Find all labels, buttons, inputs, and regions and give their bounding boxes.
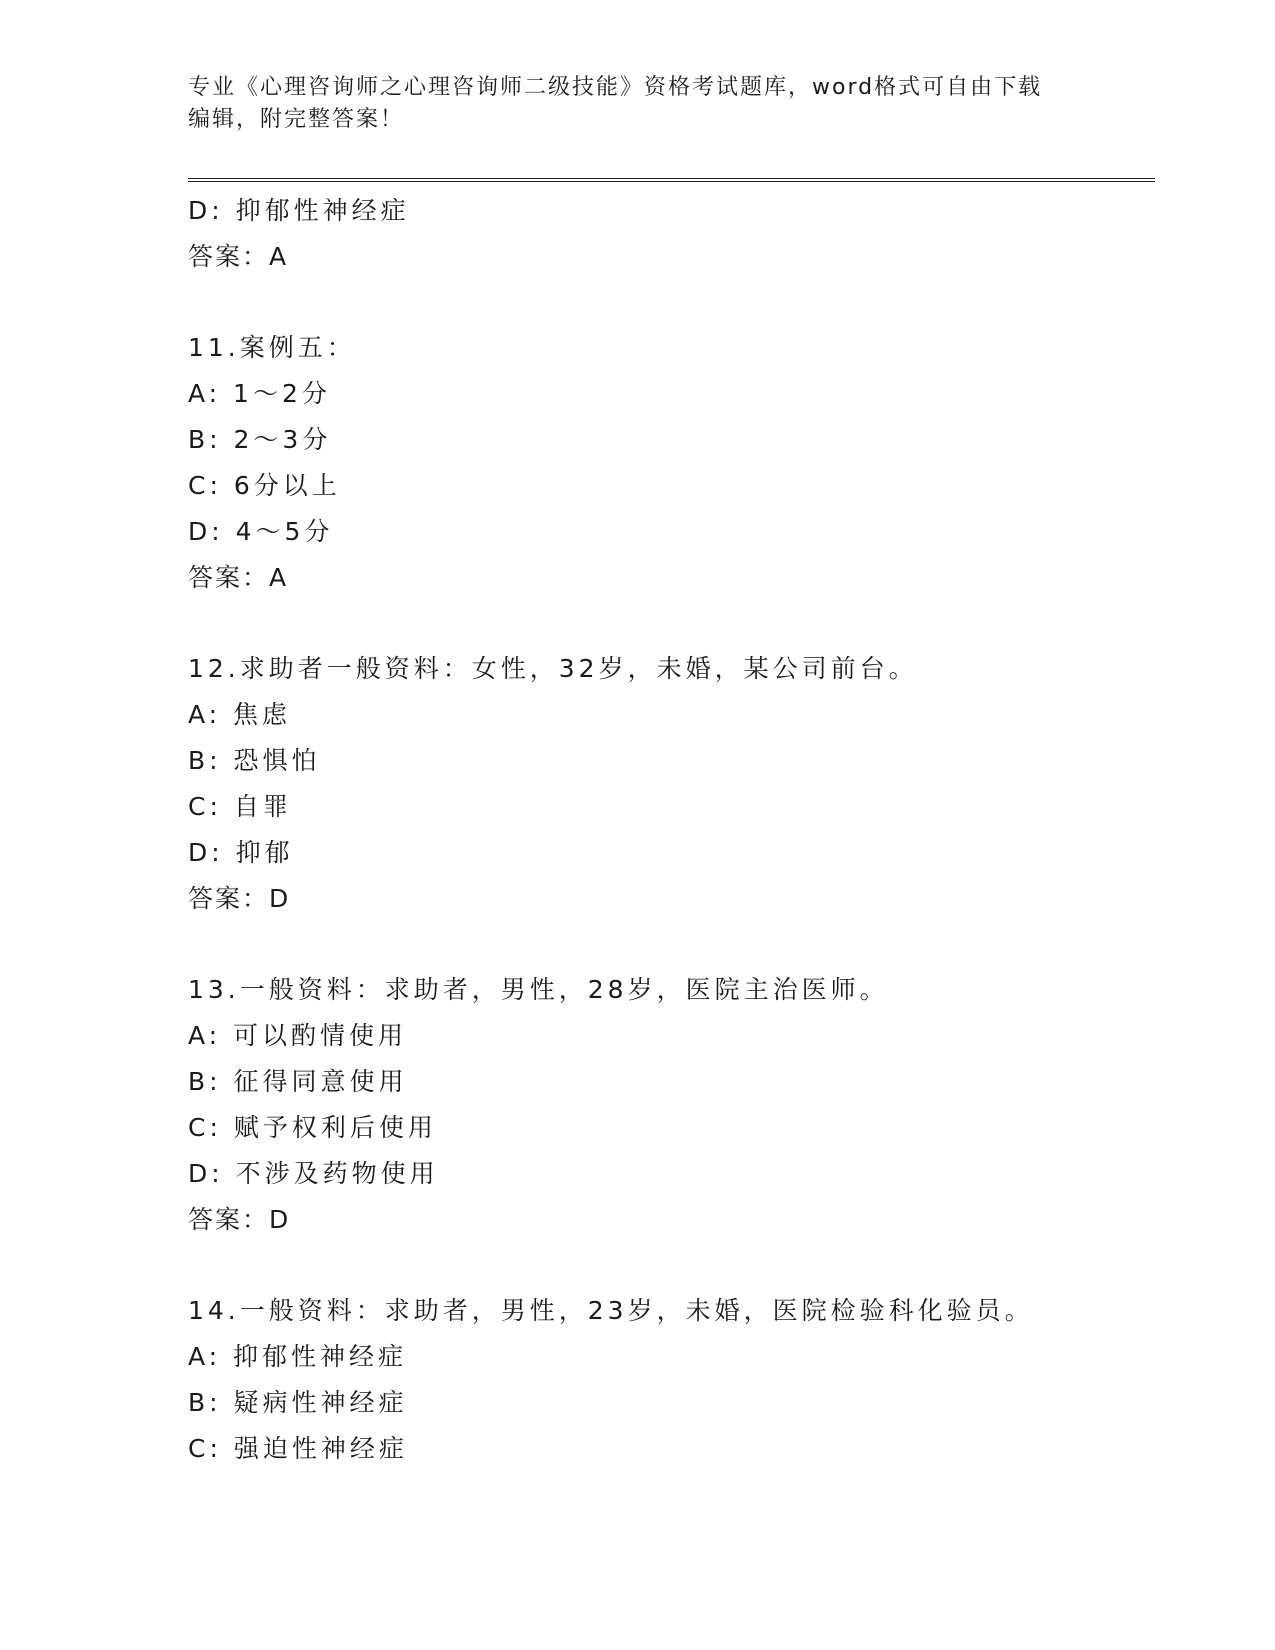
answer-line: 答案：A (188, 563, 289, 592)
option-a: A: 1～2分 (188, 379, 331, 408)
question-list (188, 188, 1148, 1472)
option-b: B: 疑病性神经症 (188, 1388, 408, 1417)
document-header (188, 72, 1088, 136)
question-title: 14.一般资料：求助者，男性，23岁，未婚，医院检验科化验员。 (188, 1296, 1034, 1325)
option-d: D: 抑郁 (188, 838, 294, 867)
question-title: 13.一般资料：求助者，男性，28岁，医院主治医师。 (188, 975, 889, 1004)
header-divider (188, 178, 1155, 182)
option-a: A: 抑郁性神经症 (188, 1342, 408, 1371)
question-13 (188, 967, 1148, 1243)
question-11 (188, 325, 1148, 601)
header-line-1: 专业《心理咨询师之心理咨询师二级技能》资格考试题库，word格式可自由下载 (188, 75, 1043, 100)
question-title: 11.案例五： (188, 333, 356, 362)
question-title: 12.求助者一般资料：女性，32岁，未婚，某公司前台。 (188, 654, 918, 683)
option-a: A: 焦虑 (188, 700, 292, 729)
option-a: A: 可以酌情使用 (188, 1021, 408, 1050)
previous-question-tail (188, 188, 1148, 280)
option-d: D: 4～5分 (188, 517, 334, 546)
option-b: B: 征得同意使用 (188, 1067, 408, 1096)
option-c: C: 赋予权利后使用 (188, 1113, 437, 1142)
option-d: D: 不涉及药物使用 (188, 1159, 439, 1188)
option-c: C: 强迫性神经症 (188, 1434, 408, 1463)
question-14 (188, 1288, 1148, 1472)
option-c: C: 6分以上 (188, 471, 341, 500)
answer-line: 答案：A (188, 242, 289, 271)
question-12 (188, 646, 1148, 922)
option-b: B: 恐惧怕 (188, 746, 321, 775)
option-b: B: 2～3分 (188, 425, 332, 454)
header-line-2: 编辑，附完整答案！ (188, 107, 405, 132)
answer-line: 答案：D (188, 884, 291, 913)
option-d: D: 抑郁性神经症 (188, 196, 410, 225)
option-c: C: 自罪 (188, 792, 292, 821)
answer-line: 答案：D (188, 1205, 291, 1234)
